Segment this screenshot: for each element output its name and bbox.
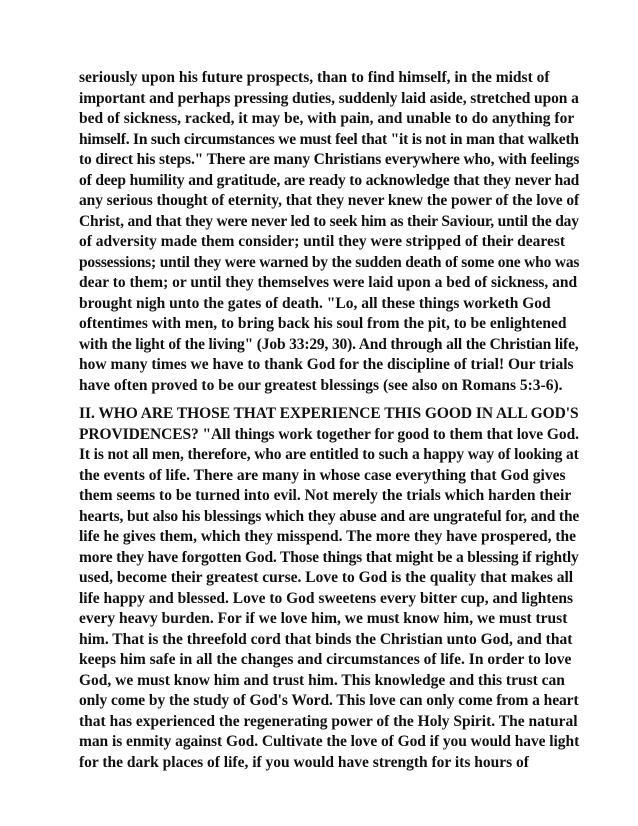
text-line: important and perhaps pressing duties, suddenly laid aside, stretched upon a — [79, 89, 579, 107]
text-line: the events of life. There are many in whose case everything that God gives — [79, 466, 566, 484]
text-line: seriously upon his future prospects, than to find himself, in the midst of — [79, 69, 550, 86]
text-line: life he gives them, which they misspend. The more they have prospered, the — [79, 528, 576, 545]
text-line: with the light of the living" (Job 33:29, 30). And through all the Christian life, — [79, 335, 579, 353]
text-line: every heavy burden. For if we love him, we must know him, we must trust — [79, 610, 568, 627]
text-line: more they have forgotten God. Those things that might be a blessing if rightly — [79, 548, 579, 566]
text-line: dear to them; or until they themselves were laid upon a bed of sickness, and — [79, 274, 578, 291]
text-line: of deep humility and gratitude, are ready to acknowledge that they never had — [79, 171, 580, 189]
text-line: God, we must know him and trust him. This knowledge and this trust can — [79, 671, 565, 689]
text-line: II. WHO ARE THOSE THAT EXPERIENCE THIS GOOD IN ALL GOD'S — [79, 405, 579, 422]
text-line: life happy and blessed. Love to God sweetens every bitter cup, and lightens — [79, 589, 574, 607]
text-line: hearts, but also his blessings which they abuse and are ungrateful for, and the — [79, 507, 580, 525]
document-page — [79, 68, 579, 773]
text-line: only come by the study of God's Word. This love can only come from a heart — [79, 692, 579, 709]
text-line: of adversity made them consider; until they were stripped of their dearest — [79, 233, 566, 250]
text-line: that has experienced the regenerating power of the Holy Spirit. The natural — [79, 712, 578, 730]
text-line: Christ, and that they were never led to seek him as their Saviour, until the day — [79, 212, 579, 230]
text-line: him. That is the threefold cord that binds the Christian unto God, and that — [79, 630, 573, 648]
text-line: PROVIDENCES? "All things work together for good to them that love God. — [79, 425, 579, 443]
text-line: himself. In such circumstances we must feel that "it is not in man that walketh — [79, 130, 579, 148]
text-line: keeps him safe in all the changes and circumstances of life. In order to love — [79, 651, 572, 668]
text-line: used, become their greatest curse. Love to God is the quality that makes all — [79, 569, 574, 586]
text-line: oftentimes with men, to bring back his soul from the pit, to be enlightened — [79, 315, 567, 332]
text-line: brought nigh unto the gates of death. "Lo, all these things worketh God — [79, 294, 551, 312]
paragraph-section-ii — [79, 404, 579, 773]
text-line: to direct his steps." There are many Christians everywhere who, with feelings — [79, 151, 580, 168]
text-line: bed of sickness, racked, it may be, with pain, and unable to do anything for — [79, 110, 575, 127]
paragraph-trials — [79, 68, 579, 396]
text-line: have often proved to be our greatest blessings (see also on Romans 5:3-6). — [79, 376, 563, 394]
text-line: how many times we have to thank God for the discipline of trial! Our trials — [79, 356, 574, 373]
text-line: any serious thought of eternity, that they never knew the power of the love of — [79, 192, 580, 209]
text-line: them seems to be turned into evil. Not merely the trials which harden their — [79, 487, 572, 504]
text-line: man is enmity against God. Cultivate the love of God if you would have light — [79, 733, 580, 750]
text-line: for the dark places of life, if you would have strength for its hours of — [79, 753, 529, 771]
text-line: possessions; until they were warned by the sudden death of some one who was — [79, 253, 580, 271]
text-line: It is not all men, therefore, who are entitled to such a happy way of looking at — [79, 446, 579, 463]
